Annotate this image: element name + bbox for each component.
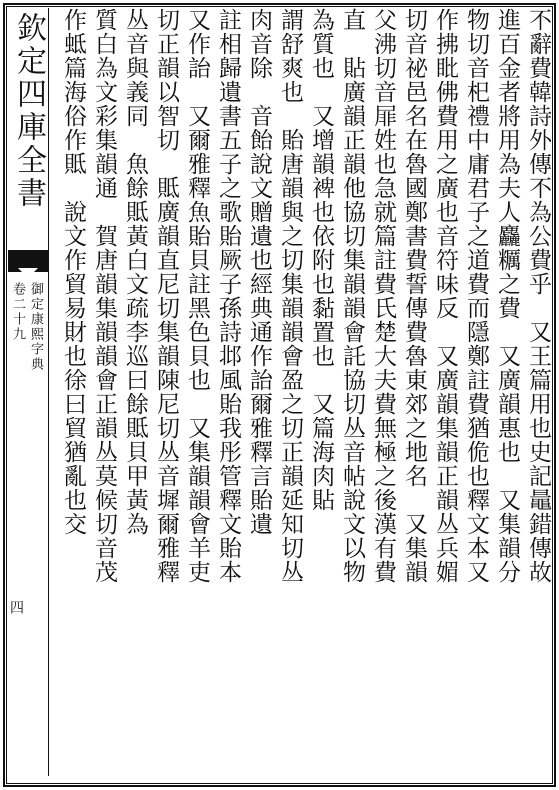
text-column-7: 直 貼廣韻正韻他協切集韻韻會託協切丛音帖說文以物 (339, 8, 365, 584)
text-column-1: 不辭費韓詩外傳不為公費乎 又王篇用也史記鼂錯傳故 (525, 8, 551, 584)
text-column-13: 切正韻以智切 貾廣韻直尼切集韻陳尼切丛音墀爾雅釋 (153, 8, 179, 584)
text-column-8: 為質也 又增韻裨也依附也黏置也 又篇海肉貼 (308, 8, 334, 512)
book-series-title: 欽定四庫全書 (11, 12, 46, 210)
text-column-16: 作蚳篇海俗作貾 說文作貿易財也徐曰貿猶亂也交 (60, 8, 86, 536)
text-column-15: 質白為文彩集韻通 賀唐韻集韻韻會正韻丛莫候切音茂 (91, 8, 117, 584)
text-column-2: 進百金者將用為夫人麤糲之費 又廣韻惠也 又集韻分 (494, 8, 520, 584)
text-column-12: 又作詒 又爾雅釋魚貽貝註黑色貝也 又集韻韻會羊吏 (184, 8, 210, 584)
text-column-4: 作拂䀝佛費用之廣也音符味反 又廣韻集韻正韻丛兵媚 (432, 8, 458, 584)
folio-number: 四 (8, 600, 24, 614)
volume-number: 卷二十九 (10, 282, 25, 342)
text-column-10: 肉音除 音飴說文贈遺也經典通作詒爾雅釋言貽遺 (246, 8, 272, 536)
text-column-6: 父沸切音屝姓也急就篇註費氏楚大夫費無極之後漢有費 (370, 8, 396, 584)
text-column-5: 切音祕邑名在魯國鄭書費誓傳費魯東郊之地名 又集韻 (401, 8, 427, 584)
text-column-14: 丛音與義同 魚餘貾黃白文疏李巡曰餘貾貝甲黃為 (122, 8, 148, 536)
text-column-3: 物切音𣏌禮中庸君子之道費而隱鄭註費猶佹也釋文本又 (463, 8, 489, 584)
book-title: 御定康熙字典 (28, 282, 43, 372)
text-column-9: 謂舒爽也 貽唐韻與之切集韻韻會盈之切正韻延知切丛 (277, 8, 303, 584)
text-column-11: 註相歸遺書五子之歌貽厥子孫詩邶風貽我彤管釋文貽本 (215, 8, 241, 584)
fish-tail-notch (18, 268, 38, 278)
